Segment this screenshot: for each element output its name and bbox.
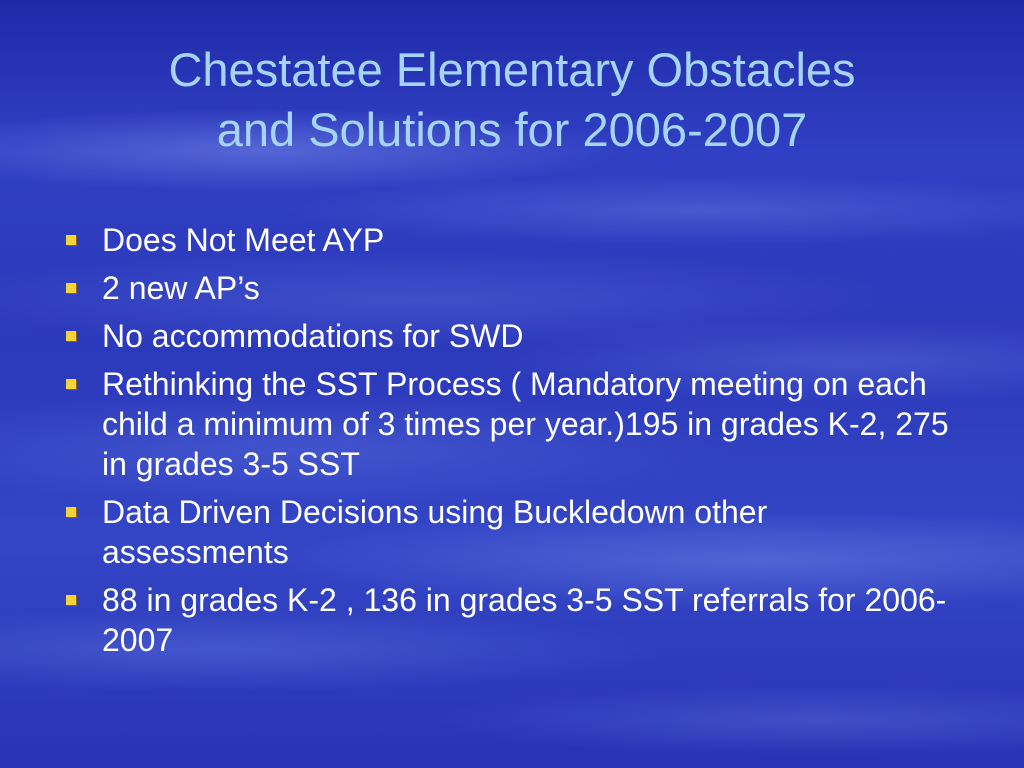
square-bullet-icon [66, 331, 76, 341]
bullet-item [62, 580, 962, 660]
square-bullet-icon [66, 595, 76, 605]
bullet-item [62, 492, 962, 572]
bullet-list [62, 220, 962, 668]
square-bullet-icon [66, 283, 76, 293]
bullet-text: 2 new AP’s [102, 270, 260, 306]
slide-title [40, 40, 984, 160]
bullet-text: Data Driven Decisions using Buckledown other assessments [102, 494, 768, 570]
bullet-text: Does Not Meet AYP [102, 222, 385, 258]
title-line-2: and Solutions for 2006-2007 [216, 103, 808, 156]
bullet-item [62, 364, 962, 484]
square-bullet-icon [66, 379, 76, 389]
title-line-1: Chestatee Elementary Obstacles [168, 43, 856, 96]
bullet-text: Rethinking the SST Process ( Mandatory meeting on each child a minimum of 3 times per year.)195 in grades K-2, 275 in grades 3-5 SST [102, 366, 949, 482]
bullet-item [62, 316, 962, 356]
square-bullet-icon [66, 507, 76, 517]
bullet-text: No accommodations for SWD [102, 318, 524, 354]
bullet-text: 88 in grades K-2 , 136 in grades 3-5 SST referrals for 2006-2007 [102, 582, 947, 658]
bullet-item [62, 220, 962, 260]
bullet-item [62, 268, 962, 308]
square-bullet-icon [66, 235, 76, 245]
